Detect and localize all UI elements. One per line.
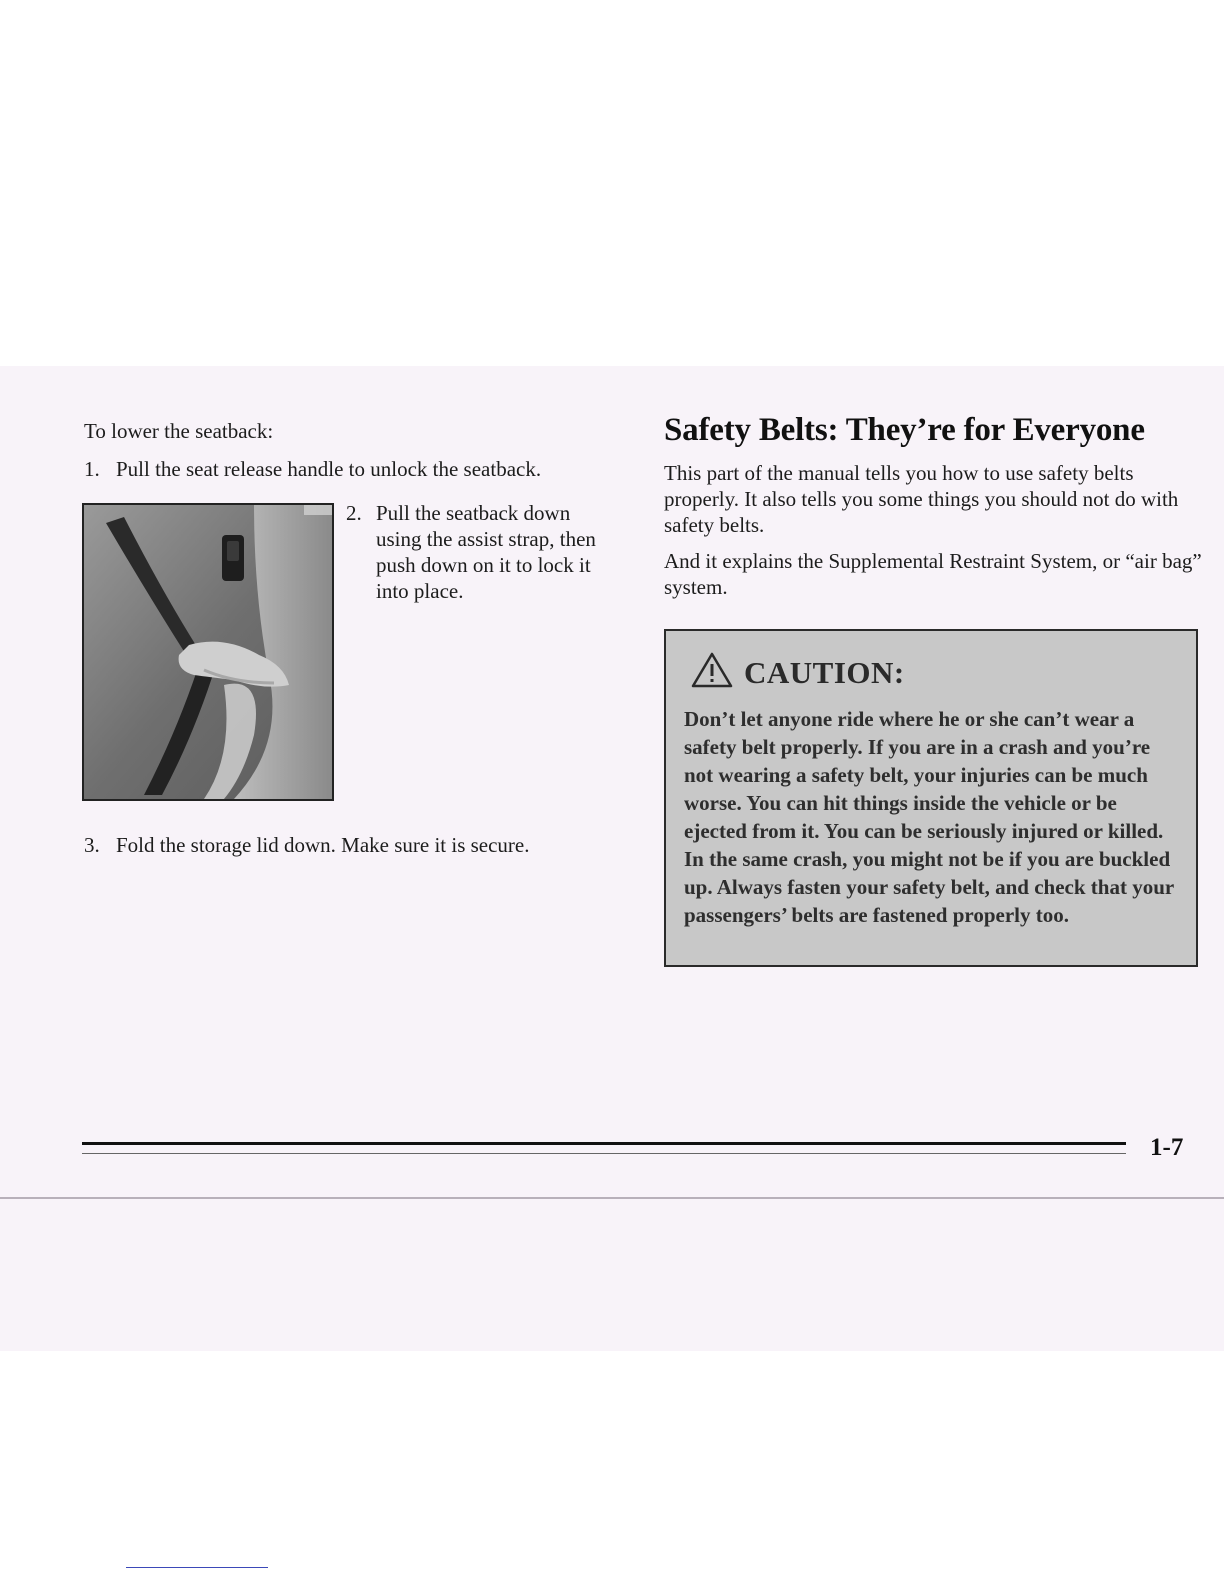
seatback-intro: To lower the seatback: bbox=[84, 419, 274, 443]
seatback-assist-strap-photo bbox=[82, 503, 334, 801]
footer-rule-thin bbox=[82, 1153, 1126, 1154]
intro-paragraph-2: And it explains the Supplemental Restraint System, or “air bag” system. bbox=[664, 549, 1202, 599]
footer-rule-thick bbox=[82, 1142, 1126, 1145]
caution-title: CAUTION: bbox=[744, 655, 905, 690]
step-2-text: Pull the seatback down using the assist strap, then push down on it to lock it into place. bbox=[376, 501, 596, 603]
caution-box bbox=[664, 629, 1198, 967]
step-3 bbox=[84, 832, 624, 858]
warning-triangle-icon bbox=[690, 651, 734, 697]
link-underline bbox=[126, 1567, 268, 1568]
step-2 bbox=[346, 500, 616, 604]
step-1 bbox=[84, 456, 624, 482]
step-1-text: Pull the seat release handle to unlock the seatback. bbox=[116, 457, 542, 481]
step-3-number: 3. bbox=[84, 833, 100, 857]
page-number: 1-7 bbox=[1150, 1134, 1184, 1161]
step-2-number: 2. bbox=[346, 501, 362, 525]
intro-paragraph-1: This part of the manual tells you how to use safety belts properly. It also tells you some things you should not do with safety belts. bbox=[664, 461, 1179, 537]
caution-text: Don’t let anyone ride where he or she can’t wear a safety belt properly. If you are in a crash and you’re not wearing a safety belt, your injuries can be much worse. You can hit things inside the vehicle or be ejected from it. You can be seriously injured or killed. In the same crash, you might not be if you are buckled up. Always fasten your safety belt, and check that your passengers’ belts are fastened properly too. bbox=[684, 707, 1174, 927]
page-edge-line bbox=[0, 1197, 1224, 1199]
caution-heading bbox=[690, 651, 905, 697]
step-1-number: 1. bbox=[84, 457, 100, 481]
step-3-text: Fold the storage lid down. Make sure it is secure. bbox=[116, 833, 530, 857]
section-heading: Safety Belts: They’re for Everyone bbox=[664, 412, 1145, 448]
